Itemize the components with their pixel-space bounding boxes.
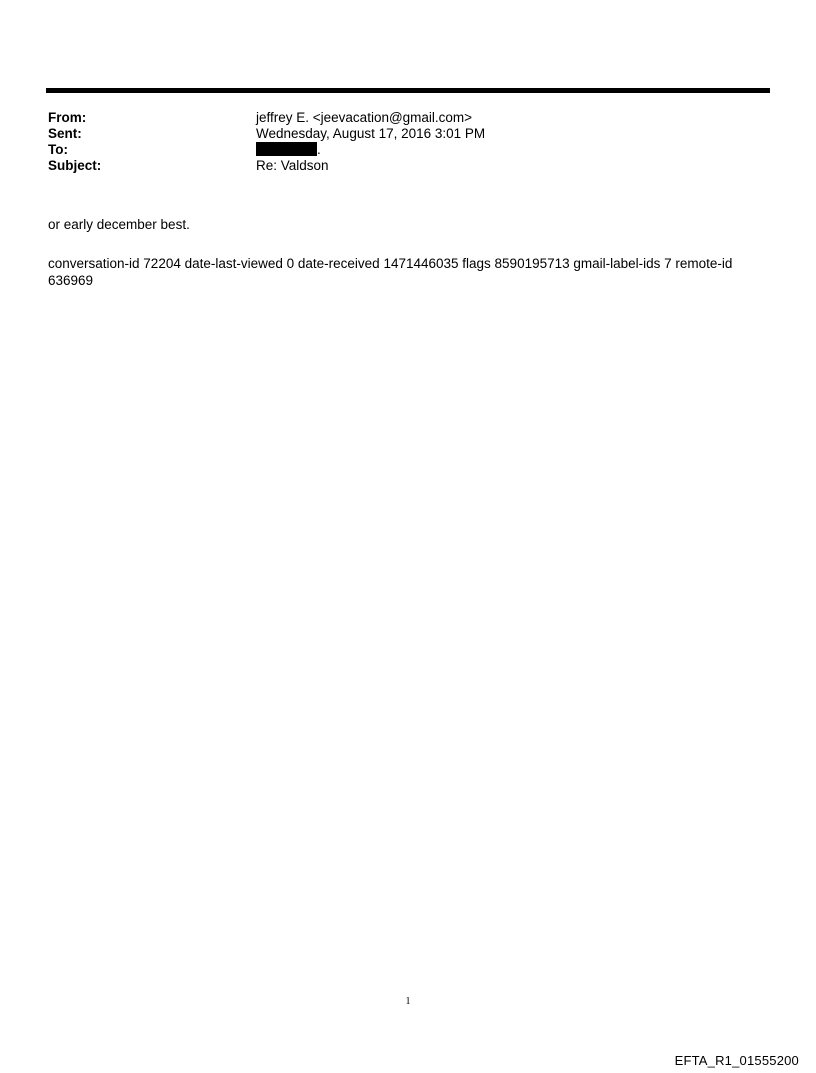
to-label: To:: [48, 142, 68, 157]
message-body: or early december best.: [48, 217, 190, 232]
from-row: [48, 110, 485, 126]
subject-label: Subject:: [48, 158, 102, 173]
bates-number: EFTA_R1_01555200: [674, 1053, 799, 1068]
message-metadata: conversation-id 72204 date-last-viewed 0 date-received 1471446035 flags 8590195713 gmail-label-ids 7 remote-id 636969: [48, 256, 733, 288]
to-row: [48, 142, 485, 158]
from-value: jeffrey E. <jeevacation@gmail.com>: [256, 110, 473, 125]
to-value: [256, 142, 321, 158]
page-number: 1: [405, 996, 411, 1007]
to-suffix: .: [317, 142, 321, 157]
subject-row: [48, 158, 485, 174]
subject-value: Re: Valdson: [256, 158, 329, 173]
redaction-box: [256, 142, 317, 156]
sent-value: Wednesday, August 17, 2016 3:01 PM: [256, 126, 486, 141]
from-label: From:: [48, 110, 87, 125]
sent-label: Sent:: [48, 126, 82, 141]
email-header: [48, 110, 485, 174]
header-divider: [46, 88, 770, 93]
sent-row: [48, 126, 485, 142]
